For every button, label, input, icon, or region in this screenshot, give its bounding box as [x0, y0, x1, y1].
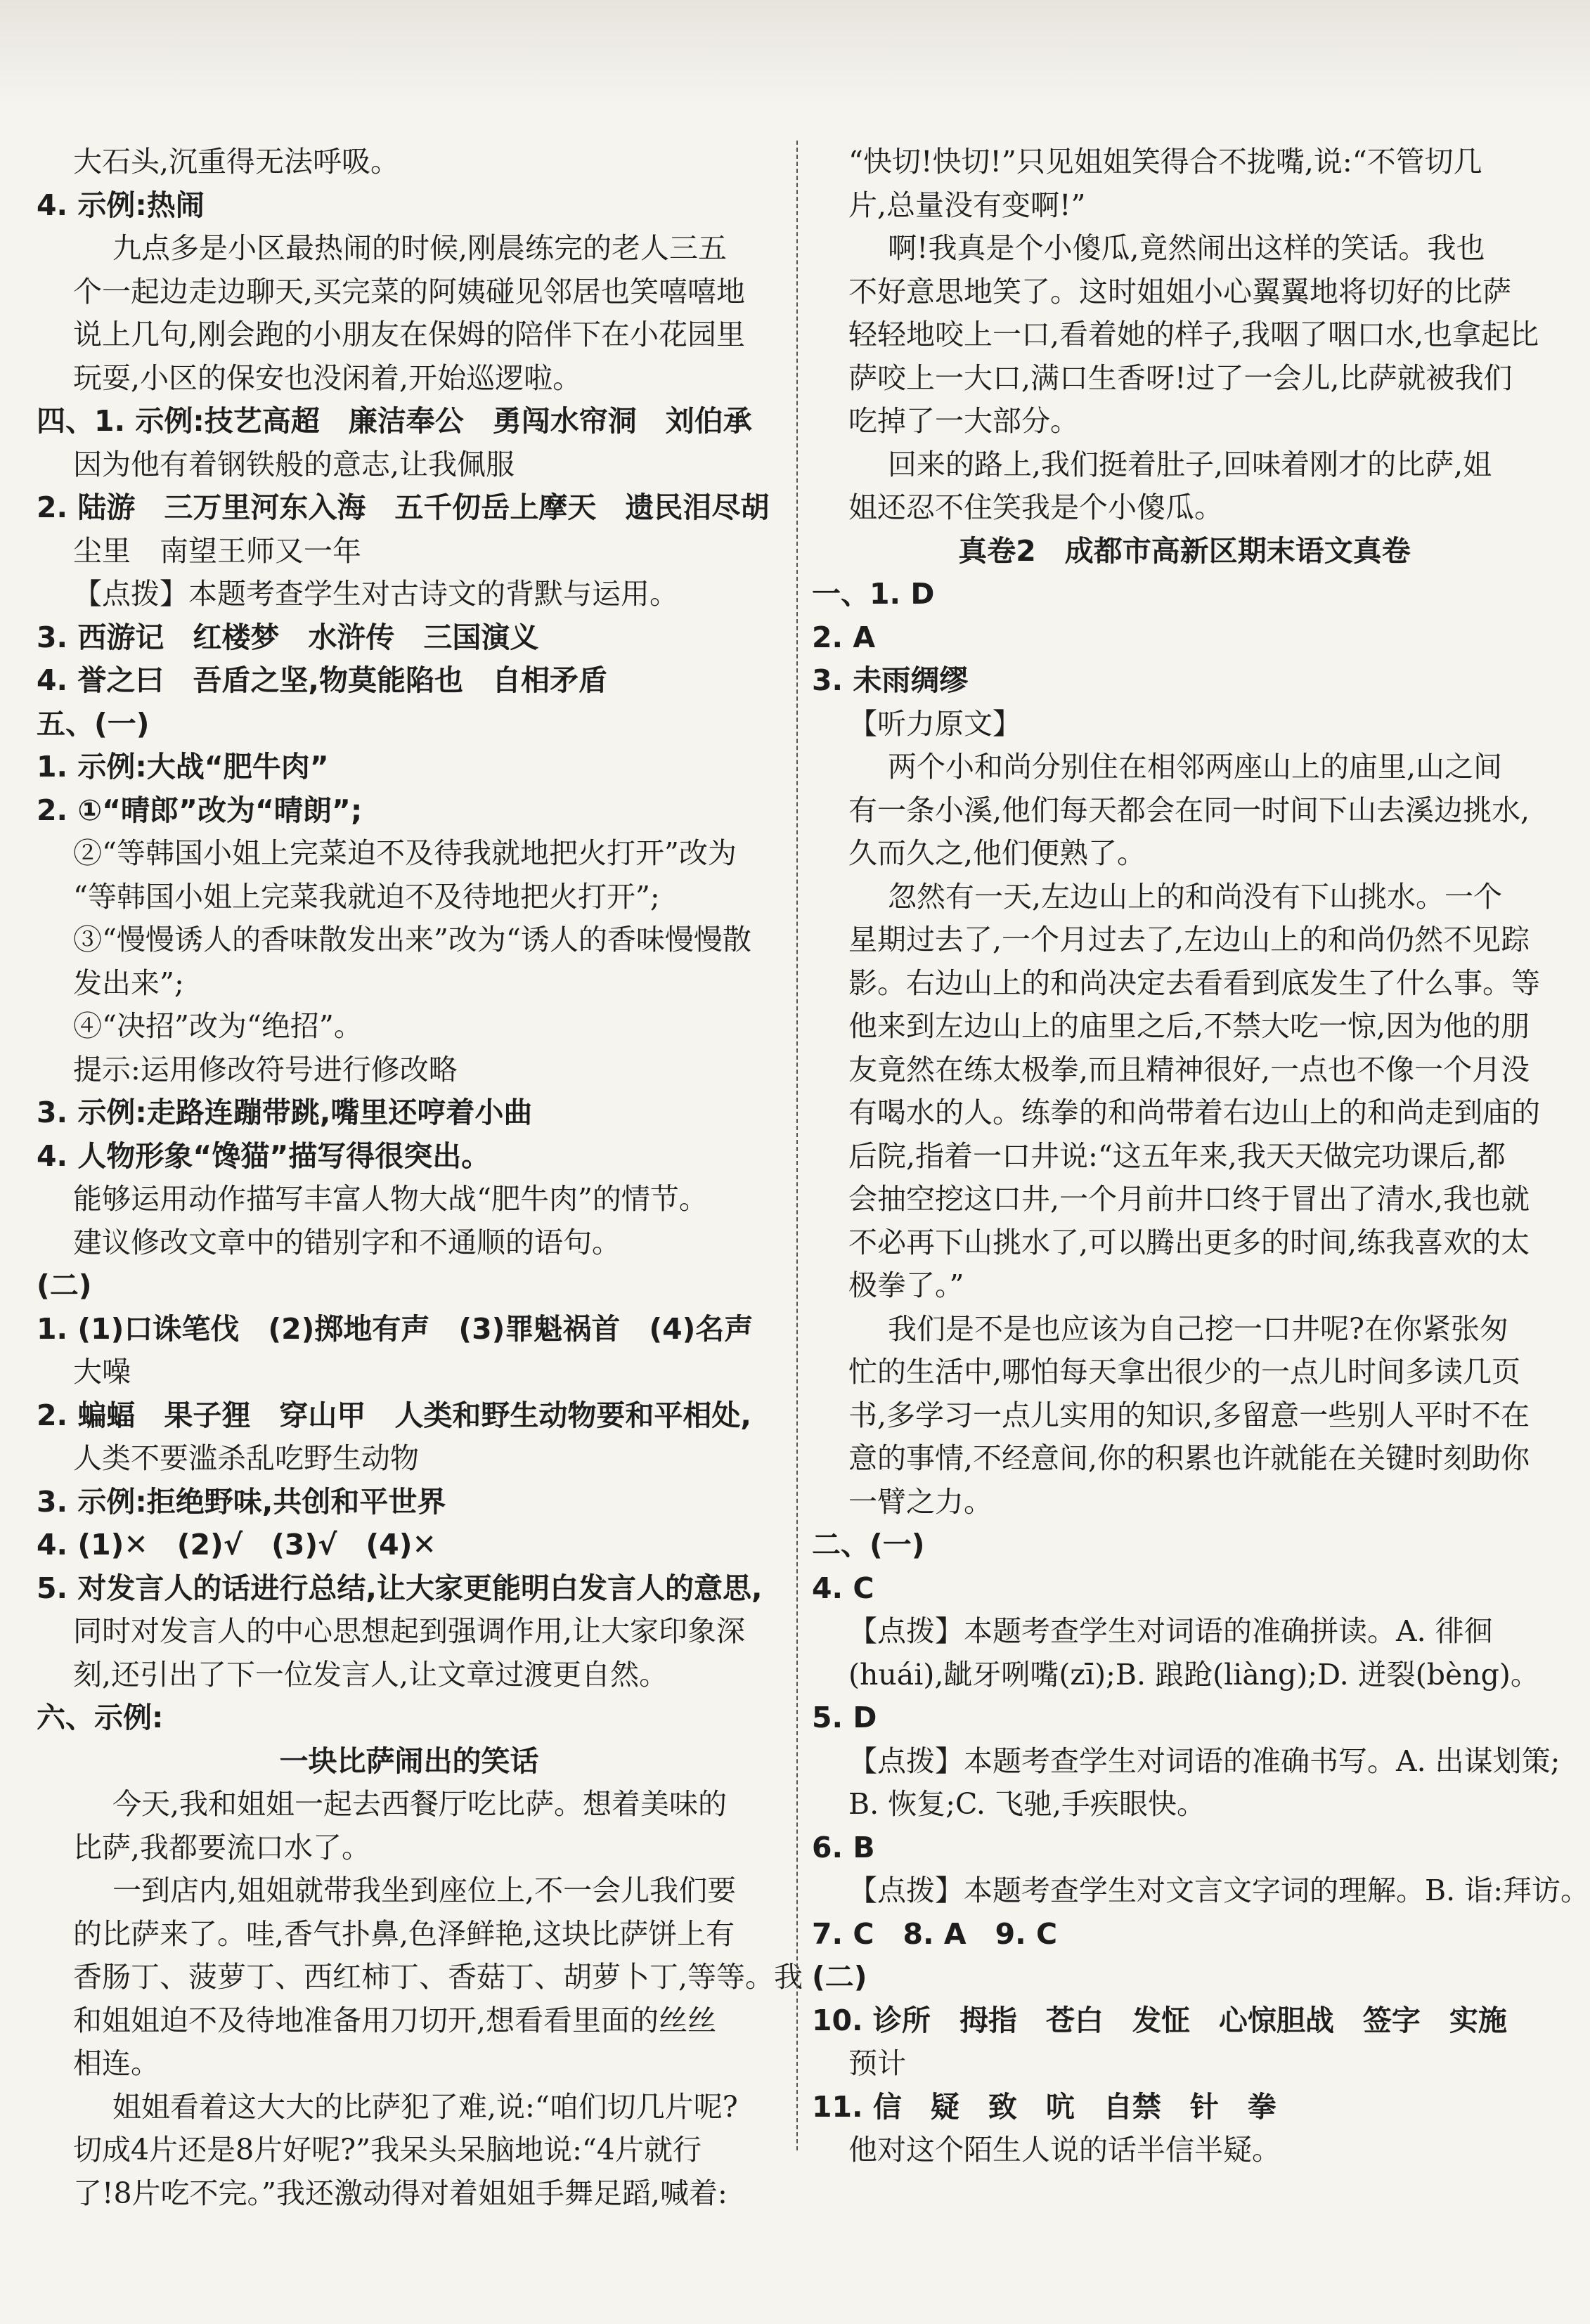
- text-line: 极拳了。”: [848, 1268, 964, 1302]
- text-line: 姐还忍不住笑我是个小傻瓜。: [848, 491, 1223, 524]
- text-line: 3. 示例:拒绝野味,共创和平世界: [37, 1484, 446, 1519]
- text-line: 二、(一): [812, 1528, 925, 1562]
- text-line: 五、(一): [37, 706, 150, 741]
- text-line: ③“慢慢诱人的香味散发出来”改为“诱人的香味慢慢散: [73, 923, 751, 956]
- text-line: 我们是不是也应该为自己挖一口井呢?在你紧张匆: [888, 1311, 1508, 1346]
- text-line: (huái),龇牙咧嘴(zī);B. 踉跄(liàng);D. 迸裂(bèng)。: [848, 1657, 1539, 1692]
- text-line: 香肠丁、菠萝丁、西红柿丁、香菇丁、胡萝卜丁,等等。我: [73, 1960, 803, 1994]
- text-line: “等韩国小姐上完菜我就迫不及待地把火打开”;: [73, 879, 660, 914]
- section-title: 真卷2 成都市高新区期末语文真卷: [958, 533, 1411, 568]
- text-line: 和姐姐迫不及待地准备用刀切开,想看看里面的丝丝: [73, 2003, 717, 2037]
- text-line: 六、示例:: [37, 1701, 164, 1734]
- text-line: 4. 示例:热闹: [37, 188, 205, 222]
- text-line: 人类不要滥杀乱吃野生动物: [73, 1441, 419, 1475]
- text-line: 因为他有着钢铁般的意志,让我佩服: [73, 447, 515, 481]
- text-line: 回来的路上,我们挺着肚子,回味着刚才的比萨,姐: [888, 447, 1492, 481]
- text-line: 不好意思地笑了。这时姐姐小心翼翼地将切好的比萨: [848, 274, 1511, 309]
- text-line: 10. 诊所 拇指 苍白 发怔 心惊胆战 签字 实施: [812, 2003, 1507, 2037]
- text-line: 尘里 南望王师又一年: [73, 533, 361, 568]
- text-line: 大石头,沉重得无法呼吸。: [73, 145, 400, 178]
- text-line: ④“决招”改为“绝招”。: [73, 1009, 363, 1043]
- text-line: 4. 人物形象“馋猫”描写得很突出。: [37, 1138, 491, 1173]
- text-line: 同时对发言人的中心思想起到强调作用,让大家印象深: [73, 1614, 746, 1648]
- text-line: 1. (1)口诛笔伐 (2)掷地有声 (3)罪魁祸首 (4)名声: [37, 1311, 754, 1346]
- text-line: 说上几句,刚会跑的小朋友在保姆的陪伴下在小花园里: [73, 318, 746, 351]
- text-line: 久而久之,他们便熟了。: [848, 836, 1146, 870]
- text-line: 刻,还引出了下一位发言人,让文章过渡更自然。: [73, 1657, 668, 1692]
- text-line: 一臂之力。: [848, 1484, 993, 1519]
- text-line: 吃掉了一大部分。: [848, 404, 1079, 438]
- text-line: 2. ①“晴郎”改为“晴朗”;: [37, 793, 363, 827]
- text-line: 预计: [848, 2046, 906, 2080]
- text-line: 2. 蝙蝠 果子狸 穿山甲 人类和野生动物要和平相处,: [37, 1398, 751, 1432]
- text-line: 3. 示例:走路连蹦带跳,嘴里还哼着小曲: [37, 1096, 533, 1129]
- text-line: 啊!我真是个小傻瓜,竟然闹出这样的笑话。我也: [888, 231, 1485, 265]
- text-line: “快切!快切!”只见姐姐笑得合不拢嘴,说:“不管切几: [848, 145, 1482, 178]
- text-line: 大噪: [73, 1355, 131, 1389]
- text-line: B. 恢复;C. 飞驰,手疾眼快。: [848, 1787, 1206, 1821]
- text-line: 姐姐看着这大大的比萨犯了难,说:“咱们切几片呢?: [112, 2089, 738, 2124]
- text-line: 能够运用动作描写丰富人物大战“肥牛肉”的情节。: [73, 1182, 708, 1216]
- text-line: ②“等韩国小姐上完菜迫不及待我就地把火打开”改为: [73, 836, 737, 870]
- text-line: 6. B: [812, 1830, 875, 1864]
- text-line: 影。右边山上的和尚决定去看看到底发生了什么事。等: [848, 966, 1540, 1000]
- text-line: 两个小和尚分别住在相邻两座山上的庙里,山之间: [888, 750, 1503, 784]
- text-line: (二): [812, 1960, 867, 1994]
- text-line: 会抽空挖这口井,一个月前井口终于冒出了清水,我也就: [848, 1182, 1530, 1216]
- text-line: 7. C 8. A 9. C: [812, 1916, 1058, 1951]
- text-line: 四、1. 示例:技艺高超 廉洁奉公 勇闯水帘洞 刘伯承: [37, 404, 752, 438]
- text-line: 比萨,我都要流口水了。: [73, 1830, 371, 1864]
- text-line: 提示:运用修改符号进行修改略: [73, 1052, 458, 1086]
- text-line: 3. 未雨绸缪: [812, 663, 969, 697]
- text-line: 4. (1)✕ (2)√ (3)√ (4)✕: [37, 1528, 437, 1562]
- text-line: 有喝水的人。练拳的和尚带着右边山上的和尚走到庙的: [848, 1096, 1540, 1129]
- text-line: 今天,我和姐姐一起去西餐厅吃比萨。想着美味的: [112, 1787, 728, 1821]
- text-line: 【点拨】本题考查学生对词语的准确书写。A. 出谋划策;: [848, 1744, 1560, 1778]
- text-line: 书,多学习一点儿实用的知识,多留意一些别人平时不在: [848, 1398, 1530, 1432]
- text-line: 一到店内,姐姐就带我坐到座位上,不一会儿我们要: [112, 1874, 737, 1907]
- text-line: 轻轻地咬上一口,看着她的样子,我咽了咽口水,也拿起比: [848, 318, 1539, 351]
- text-line: 4. C: [812, 1571, 874, 1605]
- text-line: 九点多是小区最热闹的时候,刚晨练完的老人三五: [112, 231, 728, 265]
- text-line: 片,总量没有变啊!”: [848, 188, 1086, 222]
- text-line: 3. 西游记 红楼梦 水浒传 三国演义: [37, 620, 539, 654]
- text-line: 5. D: [812, 1701, 877, 1734]
- text-line: 5. 对发言人的话进行总结,让大家更能明白发言人的意思,: [37, 1571, 763, 1605]
- text-line: 玩耍,小区的保安也没闲着,开始巡逻啦。: [73, 361, 582, 395]
- text-line: (二): [37, 1268, 92, 1302]
- text-line: 一、1. D: [812, 577, 935, 611]
- text-line: 2. A: [812, 620, 876, 654]
- text-line: 切成4片还是8片好呢?”我呆头呆脑地说:“4片就行: [73, 2133, 702, 2167]
- text-line: 【听力原文】: [848, 706, 1021, 741]
- text-line: 11. 信 疑 致 吭 自禁 针 拳: [812, 2089, 1276, 2124]
- text-line: 的比萨来了。哇,香气扑鼻,色泽鲜艳,这块比萨饼上有: [73, 1916, 735, 1951]
- page-top-shadow: [0, 0, 1590, 105]
- text-line: 【点拨】本题考查学生对古诗文的背默与运用。: [73, 577, 678, 611]
- text-line: 忽然有一天,左边山上的和尚没有下山挑水。一个: [888, 879, 1503, 914]
- text-line: 4. 誉之曰 吾盾之坚,物莫能陷也 自相矛盾: [37, 663, 607, 697]
- text-line: 友竟然在练太极拳,而且精神很好,一点也不像一个月没: [848, 1052, 1530, 1086]
- text-line: 发出来”;: [73, 966, 184, 1000]
- text-line: 他来到左边山上的庙里之后,不禁大吃一惊,因为他的朋: [848, 1009, 1530, 1043]
- text-line: 星期过去了,一个月过去了,左边山上的和尚仍然不见踪: [848, 923, 1530, 956]
- text-line: 【点拨】本题考查学生对文言文字词的理解。B. 诣:拜访。: [848, 1874, 1590, 1907]
- text-line: 1. 示例:大战“肥牛肉”: [37, 750, 329, 784]
- column-divider: [796, 141, 798, 2150]
- left-column: [37, 141, 803, 2215]
- text-line: 后院,指着一口井说:“这五年来,我天天做完功课后,都: [848, 1138, 1506, 1173]
- text-line: 个一起边走边聊天,买完菜的阿姨碰见邻居也笑嘻嘻地: [73, 274, 746, 309]
- text-line: 有一条小溪,他们每天都会在同一时间下山去溪边挑水,: [848, 793, 1530, 827]
- text-line: 他对这个陌生人说的话半信半疑。: [848, 2133, 1281, 2167]
- text-line: 意的事情,不经意间,你的积累也许就能在关键时刻助你: [848, 1441, 1530, 1475]
- text-line: 相连。: [73, 2046, 160, 2080]
- text-line: 了!8片吃不完。”我还激动得对着姐姐手舞足蹈,喊着:: [73, 2176, 728, 2210]
- text-line: 建议修改文章中的错别字和不通顺的语句。: [73, 1225, 621, 1259]
- text-line: 萨咬上一大口,满口生香呀!过了一会儿,比萨就被我们: [848, 361, 1513, 395]
- text-line: 2. 陆游 三万里河东入海 五千仞岳上摩天 遗民泪尽胡: [37, 491, 770, 524]
- right-column: [812, 141, 1590, 2172]
- text-line: 不必再下山挑水了,可以腾出更多的时间,练我喜欢的太: [848, 1225, 1530, 1259]
- text-line: 忙的生活中,哪怕每天拿出很少的一点儿时间多读几页: [848, 1355, 1521, 1389]
- section-title: 一块比萨闹出的笑话: [279, 1744, 539, 1778]
- text-line: 【点拨】本题考查学生对词语的准确拼读。A. 徘徊: [848, 1614, 1493, 1648]
